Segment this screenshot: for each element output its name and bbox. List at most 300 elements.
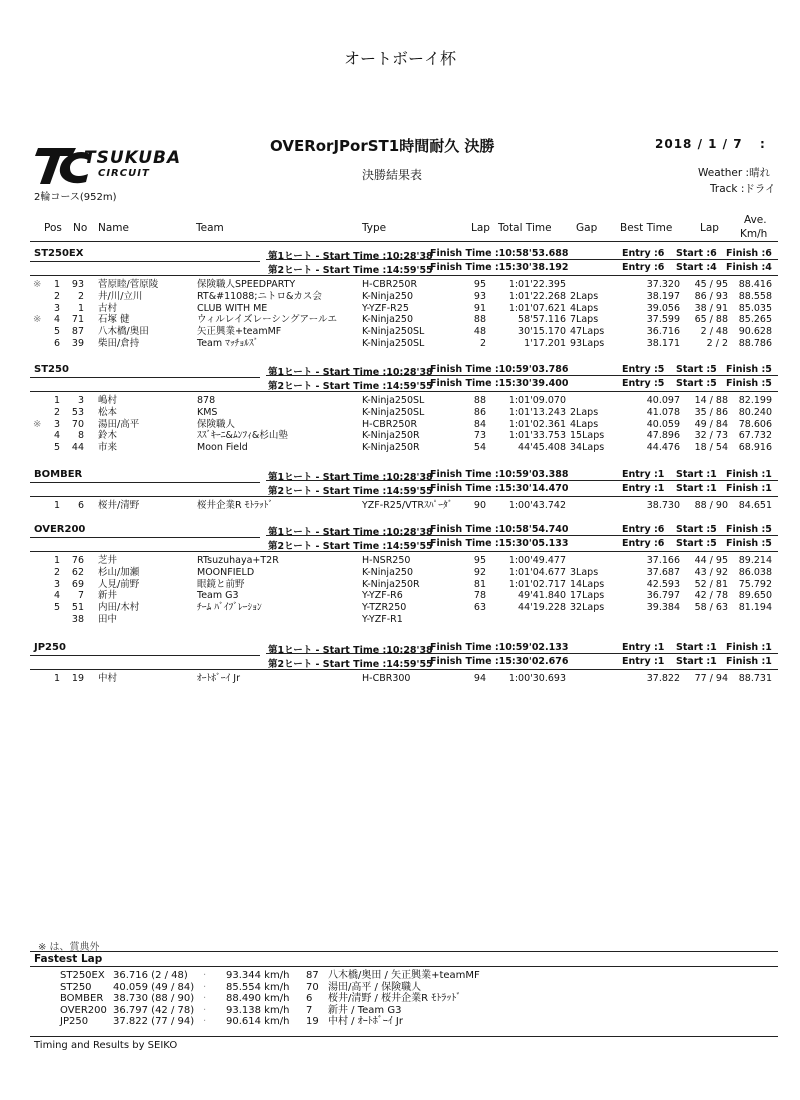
heat-finish-time: Finish Time :15:30'14.470	[430, 483, 569, 494]
fastest-no: 6	[306, 993, 313, 1005]
cell-best: 44.476	[646, 442, 680, 454]
cell-team: ウィルレイズレーシングアールエ	[197, 314, 338, 326]
table-row	[0, 338, 800, 350]
footer-divider	[30, 1036, 778, 1037]
fastest-no: 19	[306, 1016, 319, 1028]
cell-total: 1:00'49.477	[508, 555, 566, 566]
cell-gap: 15Laps	[570, 430, 605, 442]
cell-lap: 88	[473, 314, 486, 326]
header-kmh: Km/h	[740, 228, 768, 240]
heat-finish-time: Finish Time :15:30'39.400	[430, 378, 569, 389]
heat-finish-time: Finish Time :10:59'02.133	[430, 642, 569, 653]
header-lap: Lap	[471, 222, 490, 234]
cell-name: 中村	[98, 673, 118, 684]
cell-total: 44'19.228	[518, 602, 566, 614]
fastest-time: 36.797 (42 / 78)	[113, 1004, 195, 1016]
class-header-divider	[30, 275, 778, 276]
heat-finish-count: Finish :5	[726, 538, 772, 549]
cell-bestlap: 43 / 92	[694, 566, 728, 578]
cup-title: オートボーイ杯	[343, 49, 456, 68]
header-ave: Ave.	[744, 214, 767, 226]
cell-name: 鈴木	[98, 430, 118, 442]
cell-bestlap: 77 / 94	[694, 673, 728, 684]
table-row	[0, 673, 800, 685]
fastest-class: JP250	[60, 1016, 89, 1028]
cell-no: 62	[71, 566, 84, 578]
cell-team: 保険職人SPEEDPARTY	[197, 279, 296, 290]
heat-start: Start :5	[676, 378, 717, 389]
cell-best: 37.599	[646, 314, 680, 326]
table-row	[0, 291, 800, 303]
cell-lap: 73	[473, 430, 486, 442]
header-team: Team	[196, 222, 224, 234]
cell-lap: 84	[473, 418, 486, 430]
heat-entry: Entry :6	[622, 524, 665, 535]
cell-bestlap: 38 / 91	[694, 302, 728, 314]
cell-team: ｽｽﾞｷｰﾆ&ﾑﾝﾌｨ&杉山塾	[197, 430, 288, 442]
cell-name: 松本	[98, 406, 118, 418]
cell-name: 湯田/高平	[98, 418, 140, 430]
cell-no: 7	[77, 590, 84, 602]
time-separator: :	[760, 137, 765, 151]
cell-name: 井/川/立川	[98, 290, 143, 302]
dot-separator: ·	[203, 1016, 207, 1028]
fastest-row	[0, 982, 800, 994]
footer-credit: Timing and Results by SEIKO	[34, 1040, 178, 1051]
cell-total: 1:01'02.361	[508, 418, 566, 430]
cell-bestlap: 44 / 95	[694, 555, 728, 566]
class-underline	[30, 482, 260, 483]
heat-finish-count: Finish :6	[726, 248, 772, 259]
cell-gap: 14Laps	[570, 578, 605, 590]
cell-type: K-Ninja250R	[362, 442, 420, 454]
cell-no: 44	[71, 442, 84, 454]
cell-team: ｵｰﾄﾎﾞｰｲ Jr	[197, 673, 240, 684]
logo-subtext: CIRCUIT	[98, 168, 150, 179]
cell-total: 44'45.408	[518, 442, 566, 454]
fastest-no: 70	[306, 981, 319, 993]
heat-entry: Entry :1	[622, 469, 665, 480]
heat-entry: Entry :1	[622, 656, 665, 667]
dot-separator: ·	[203, 981, 207, 993]
event-date: 2018 / 1 / 7	[655, 137, 743, 151]
cell-bestlap: 86 / 93	[694, 290, 728, 302]
heat-divider	[266, 480, 778, 481]
heat-entry: Entry :6	[622, 538, 665, 549]
cell-lap: 95	[473, 279, 486, 290]
header-divider	[30, 241, 778, 242]
cell-type: K-Ninja250SL	[362, 326, 425, 338]
cell-bestlap: 52 / 81	[694, 578, 728, 590]
course-label: 2輪コース(952m)	[34, 192, 117, 203]
heat-divider	[266, 375, 778, 376]
cell-type: K-Ninja250R	[362, 430, 420, 442]
class-underline	[30, 537, 260, 538]
cell-no: 87	[71, 326, 84, 338]
cell-best: 37.822	[646, 673, 680, 684]
cell-best: 39.384	[646, 602, 680, 614]
cell-ave: 82.199	[738, 395, 772, 406]
heat-label: 第2ヒート - Start Time :14:59'55	[268, 381, 433, 392]
cell-no: 19	[71, 673, 84, 684]
cell-total: 1:01'02.717	[508, 578, 566, 590]
fastest-speed: 88.490 km/h	[226, 993, 290, 1005]
fastest-time: 36.716 (2 / 48)	[113, 970, 188, 981]
class-name: ST250	[34, 364, 69, 375]
cell-gap: 47Laps	[570, 326, 605, 338]
heat-finish-count: Finish :1	[726, 656, 772, 667]
fastest-no: 7	[306, 1004, 313, 1016]
cell-gap: 17Laps	[570, 590, 605, 602]
cell-no: 39	[71, 338, 84, 349]
cell-type: H-NSR250	[362, 555, 411, 566]
cell-pos: 5	[53, 602, 60, 614]
cell-total: 1:01'33.753	[508, 430, 566, 442]
cell-lap: 94	[473, 673, 486, 684]
heat-entry: Entry :6	[622, 262, 665, 273]
class-name: JP250	[34, 642, 66, 653]
fastest-rider: 中村 / ｵｰﾄﾎﾞｰｲ Jr	[328, 1016, 403, 1028]
cell-pos: 3	[53, 418, 60, 430]
cell-team: Team ﾏｯﾁｮﾙｽﾞ	[197, 338, 259, 349]
class-header-divider	[30, 496, 778, 497]
heat-finish-count: Finish :1	[726, 483, 772, 494]
cell-bestlap: 2 / 2	[706, 338, 728, 349]
heat-start: Start :1	[676, 642, 717, 653]
heat-label: 第1ヒート - Start Time :10:28'38	[268, 367, 433, 378]
heat-finish-time: Finish Time :15:30'02.676	[430, 656, 569, 667]
fastest-rider: 桜井/清野 / 桜井企業R ﾓﾄﾗｯﾄﾞ	[328, 993, 462, 1005]
cell-no: 1	[77, 302, 84, 314]
cell-total: 1:01'04.677	[508, 566, 566, 578]
cell-bestlap: 35 / 86	[694, 406, 728, 418]
cell-pos: 4	[53, 314, 60, 326]
heat-divider	[266, 653, 778, 654]
cell-ave: 78.606	[738, 418, 772, 430]
cell-best: 40.097	[646, 395, 680, 406]
cell-team: Moon Field	[197, 442, 248, 454]
header-best-time: Best Time	[620, 222, 673, 234]
heat-label: 第1ヒート - Start Time :10:28'38	[268, 645, 433, 656]
fastest-row	[0, 970, 800, 982]
cell-name: 田中	[98, 614, 118, 625]
cell-name: 石塚 健	[98, 314, 130, 326]
cell-lap: 78	[473, 590, 486, 602]
cell-best: 47.896	[646, 430, 680, 442]
cell-best: 36.716	[646, 326, 680, 338]
cell-ave: 81.194	[738, 602, 772, 614]
cell-team: 矢正興業+teamMF	[197, 326, 282, 338]
cell-lap: 92	[473, 566, 486, 578]
heat-start: Start :4	[676, 262, 717, 273]
cell-mark: ※	[33, 418, 42, 430]
heat-finish-time: Finish Time :10:58'53.688	[430, 248, 569, 259]
cell-bestlap: 88 / 90	[694, 500, 728, 511]
header-gap: Gap	[576, 222, 598, 234]
table-row	[0, 614, 800, 626]
cell-type: K-Ninja250SL	[362, 395, 425, 406]
cell-pos: 1	[53, 500, 60, 511]
cell-best: 41.078	[646, 406, 680, 418]
cell-bestlap: 14 / 88	[694, 395, 728, 406]
table-row	[0, 579, 800, 591]
class-name: ST250EX	[34, 248, 84, 259]
cell-bestlap: 32 / 73	[694, 430, 728, 442]
cell-bestlap: 45 / 95	[694, 279, 728, 290]
cell-total: 1:00'43.742	[508, 500, 566, 511]
cell-best: 38.730	[646, 500, 680, 511]
cell-gap: 93Laps	[570, 338, 605, 349]
cell-lap: 95	[473, 555, 486, 566]
table-row	[0, 602, 800, 614]
cell-type: K-Ninja250R	[362, 578, 420, 590]
cell-type: Y-YZF-R25	[362, 302, 409, 314]
cell-pos: 2	[53, 566, 60, 578]
heat-finish-count: Finish :5	[726, 378, 772, 389]
table-row	[0, 314, 800, 326]
cell-total: 1:01'22.268	[508, 290, 566, 302]
heat-start: Start :1	[676, 469, 717, 480]
cell-name: 菅原睦/菅原陵	[98, 279, 159, 290]
heat-finish-count: Finish :1	[726, 642, 772, 653]
fastest-lap-title: Fastest Lap	[34, 953, 103, 965]
table-row	[0, 567, 800, 579]
table-row	[0, 500, 800, 512]
cell-team: 保険職人	[197, 418, 236, 430]
heat-divider	[266, 535, 778, 536]
fastest-speed: 93.344 km/h	[226, 970, 290, 981]
cell-best: 37.687	[646, 566, 680, 578]
cell-ave: 88.731	[738, 673, 772, 684]
tsukuba-circuit-logo	[32, 144, 207, 188]
class-header-divider	[30, 551, 778, 552]
cell-team: RTsuzuhaya+T2R	[197, 555, 279, 566]
cell-total: 58'57.116	[518, 314, 566, 326]
header-no: No	[73, 222, 88, 234]
cell-total: 1:01'09.070	[508, 395, 566, 406]
cell-name: 杉山/加瀬	[98, 566, 140, 578]
cell-bestlap: 58 / 63	[694, 602, 728, 614]
cell-type: H-CBR250R	[362, 279, 418, 290]
cell-total: 1:00'30.693	[508, 673, 566, 684]
cell-bestlap: 65 / 88	[694, 314, 728, 326]
heat-divider	[266, 259, 778, 260]
logo-text: TSUKUBA	[84, 148, 182, 168]
heat-label: 第2ヒート - Start Time :14:59'55	[268, 265, 433, 276]
cell-total: 49'41.840	[518, 590, 566, 602]
cell-gap: 4Laps	[570, 418, 599, 430]
cell-pos: 1	[53, 279, 60, 290]
cell-type: K-Ninja250	[362, 290, 414, 302]
cell-best: 37.320	[646, 279, 680, 290]
cell-lap: 2	[479, 338, 486, 349]
heat-entry: Entry :5	[622, 364, 665, 375]
cell-no: 51	[71, 602, 84, 614]
cell-lap: 54	[473, 442, 486, 454]
cell-pos: 1	[53, 395, 60, 406]
cell-best: 39.056	[646, 302, 680, 314]
class-underline	[30, 655, 260, 656]
cell-type: K-Ninja250SL	[362, 338, 425, 349]
heat-start: Start :5	[676, 364, 717, 375]
table-row	[0, 430, 800, 442]
cell-best: 38.197	[646, 290, 680, 302]
cell-name: 嶋村	[98, 395, 118, 406]
cell-type: Y-YZF-R1	[362, 614, 403, 625]
cell-pos: 3	[53, 302, 60, 314]
fastest-rider: 湯田/高平 / 保険職人	[328, 981, 422, 993]
track-label: Track :ドライ	[710, 183, 776, 195]
dot-separator: ·	[203, 1004, 207, 1016]
cell-type: H-CBR250R	[362, 418, 418, 430]
cell-pos: 1	[53, 555, 60, 566]
cell-pos: 6	[53, 338, 60, 349]
cell-lap: 63	[473, 602, 486, 614]
cell-team: Team G3	[197, 590, 239, 602]
fastest-row	[0, 1016, 800, 1028]
cell-ave: 67.732	[738, 430, 772, 442]
fastest-no: 87	[306, 970, 319, 981]
cell-name: 人見/前野	[98, 578, 140, 590]
cell-lap: 88	[473, 395, 486, 406]
cell-ave: 88.416	[738, 279, 772, 290]
heat-finish-time: Finish Time :10:59'03.786	[430, 364, 569, 375]
cell-ave: 86.038	[738, 566, 772, 578]
table-row	[0, 279, 800, 291]
fastest-time: 37.822 (77 / 94)	[113, 1016, 195, 1028]
table-row	[0, 303, 800, 315]
event-title: OVERorJPorST1時間耐久 決勝	[270, 137, 495, 155]
fastest-speed: 93.138 km/h	[226, 1004, 290, 1016]
fastest-speed: 85.554 km/h	[226, 981, 290, 993]
cell-no: 3	[77, 395, 84, 406]
cell-best: 37.166	[646, 555, 680, 566]
cell-ave: 89.214	[738, 555, 772, 566]
cell-name: 内田/木村	[98, 602, 140, 614]
heat-start: Start :5	[676, 538, 717, 549]
class-underline	[30, 377, 260, 378]
cell-lap: 90	[473, 500, 486, 511]
cell-team: ﾁｰﾑ ﾊﾞｲﾌﾞﾚｰｼｮﾝ	[197, 602, 262, 614]
table-row	[0, 555, 800, 567]
cell-ave: 84.651	[738, 500, 772, 511]
table-row	[0, 395, 800, 407]
dot-separator: ·	[203, 970, 207, 981]
fastest-row	[0, 1005, 800, 1017]
cell-bestlap: 2 / 48	[700, 326, 728, 338]
cell-gap: 2Laps	[570, 290, 599, 302]
cell-ave: 68.916	[738, 442, 772, 454]
cell-best: 40.059	[646, 418, 680, 430]
fastest-time: 40.059 (49 / 84)	[113, 981, 195, 993]
class-header-divider	[30, 391, 778, 392]
heat-finish-time: Finish Time :10:58'54.740	[430, 524, 569, 535]
cell-name: 柴田/倉持	[98, 338, 140, 349]
cell-lap: 93	[473, 290, 486, 302]
fastest-rider: 新井 / Team G3	[328, 1004, 402, 1016]
cell-name: 桜井/清野	[98, 500, 140, 511]
cell-gap: 4Laps	[570, 302, 599, 314]
cell-total: 1:01'13.243	[508, 406, 566, 418]
fastest-top-divider	[30, 951, 778, 952]
cell-team: KMS	[197, 406, 218, 418]
cell-ave: 85.265	[738, 314, 772, 326]
cell-type: K-Ninja250	[362, 314, 414, 326]
cell-total: 1:01'22.395	[508, 279, 566, 290]
heat-finish-time: Finish Time :15:30'05.133	[430, 538, 569, 549]
cell-team: RT&#11088;ニトロ&カス会	[197, 290, 322, 302]
heat-entry: Entry :6	[622, 248, 665, 259]
page-subtitle: 決勝結果表	[362, 168, 423, 182]
cell-pos: 2	[53, 290, 60, 302]
cell-lap: 48	[473, 326, 486, 338]
heat-finish-count: Finish :5	[726, 524, 772, 535]
table-row	[0, 326, 800, 338]
cell-name: 芝井	[98, 555, 118, 566]
fastest-rider: 八木橋/奥田 / 矢正興業+teamMF	[328, 970, 480, 981]
cell-ave: 90.628	[738, 326, 772, 338]
cell-no: 6	[77, 500, 84, 511]
heat-finish-count: Finish :5	[726, 364, 772, 375]
cell-lap: 86	[473, 406, 486, 418]
heat-label: 第2ヒート - Start Time :14:59'55	[268, 541, 433, 552]
cell-ave: 75.792	[738, 578, 772, 590]
cell-type: Y-YZF-R6	[362, 590, 403, 602]
weather-label: Weather :晴れ	[698, 167, 771, 179]
cell-team: 桜井企業R ﾓﾄﾗｯﾄﾞ	[197, 500, 274, 511]
cell-type: K-Ninja250	[362, 566, 414, 578]
cell-no: 69	[71, 578, 84, 590]
cell-name: 市来	[98, 442, 118, 454]
heat-entry: Entry :1	[622, 483, 665, 494]
cell-no: 93	[71, 279, 84, 290]
cell-gap: 34Laps	[570, 442, 605, 454]
cell-ave: 88.786	[738, 338, 772, 349]
cell-team: 878	[197, 395, 216, 406]
table-row	[0, 419, 800, 431]
header-name: Name	[98, 222, 129, 234]
header-best-lap: Lap	[700, 222, 719, 234]
cell-name: 古村	[98, 302, 118, 314]
cell-total: 30'15.170	[518, 326, 566, 338]
class-header-divider	[30, 669, 778, 670]
fastest-class: OVER200	[60, 1004, 107, 1016]
cell-bestlap: 49 / 84	[694, 418, 728, 430]
heat-finish-count: Finish :1	[726, 469, 772, 480]
cell-no: 71	[71, 314, 84, 326]
cell-team: 眼鏡と前野	[197, 578, 245, 590]
cell-best: 42.593	[646, 578, 680, 590]
cell-no: 53	[71, 406, 84, 418]
cell-ave: 85.035	[738, 302, 772, 314]
cell-no: 8	[77, 430, 84, 442]
fastest-class: BOMBER	[60, 993, 104, 1005]
header-type: Type	[362, 222, 387, 234]
cell-no: 2	[77, 290, 84, 302]
cell-name: 八木橋/奥田	[98, 326, 149, 338]
class-underline	[30, 261, 260, 262]
heat-finish-time: Finish Time :15:30'38.192	[430, 262, 569, 273]
cell-no: 38	[71, 614, 84, 625]
cell-ave: 88.558	[738, 290, 772, 302]
cell-ave: 80.240	[738, 406, 772, 418]
fastest-class: ST250EX	[60, 970, 105, 981]
cell-bestlap: 18 / 54	[694, 442, 728, 454]
cell-no: 70	[71, 418, 84, 430]
heat-entry: Entry :1	[622, 642, 665, 653]
note-text: ※ は、賞典外	[38, 942, 100, 953]
cell-no: 76	[71, 555, 84, 566]
